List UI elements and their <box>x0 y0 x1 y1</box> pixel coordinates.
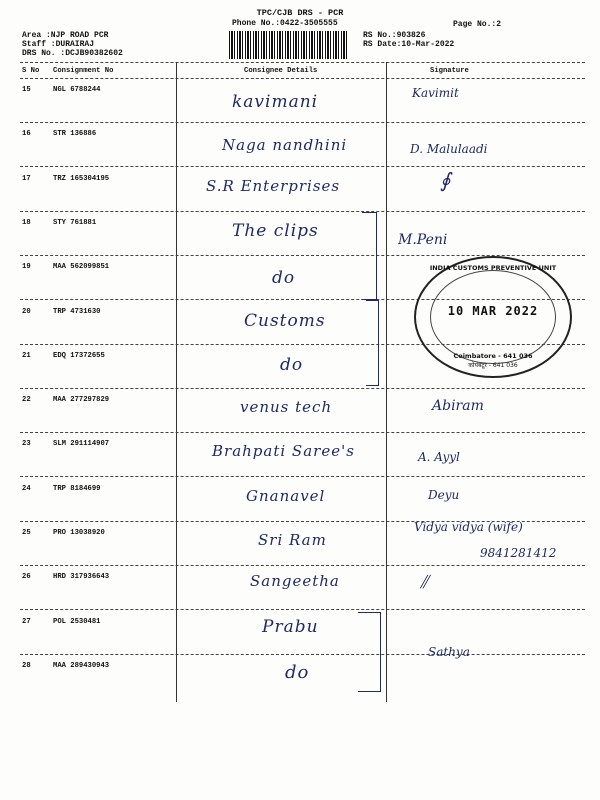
document-title: TPC/CJB DRS - PCR <box>256 8 344 18</box>
row-serial-number: 18 <box>22 219 31 227</box>
row-consignment-number: PRO 13038920 <box>53 529 105 537</box>
stamp-bottom-text-hindi: कोयंबटूर - 641 036 <box>468 362 518 369</box>
consignee-handwritten: Gnanavel <box>246 487 326 505</box>
row-consignment-number: STY 761881 <box>53 219 97 227</box>
stamp-top-text: INDIA CUSTOMS PREVENTIVE UNIT <box>429 264 557 272</box>
area-label: Area :NJP ROAD PCR <box>22 31 109 40</box>
row-serial-number: 21 <box>22 352 31 360</box>
row-serial-number: 22 <box>22 396 31 404</box>
page-number: Page No.:2 <box>453 20 502 29</box>
ditto-bracket <box>358 612 381 692</box>
header-rule-bottom <box>20 78 585 79</box>
header-rule-top <box>20 62 585 63</box>
consignee-handwritten: Naga nandhini <box>222 136 348 154</box>
column-header-consignment: Consignment No <box>53 67 114 75</box>
column-divider-left <box>176 62 177 702</box>
row-consignment-number: POL 2530481 <box>53 618 101 626</box>
signature-handwritten: M.Peni <box>398 232 448 248</box>
row-consignment-number: MAA 289430943 <box>53 662 110 670</box>
row-consignment-number: MAA 277297829 <box>53 396 110 404</box>
row-separator <box>20 432 585 433</box>
ditto-bracket <box>366 300 379 386</box>
row-consignment-number: TRP 8184699 <box>53 485 101 493</box>
row-serial-number: 15 <box>22 86 31 94</box>
signature-handwritten: Vidya vidya (wife) <box>414 520 523 534</box>
column-header-signature: Signature <box>430 67 469 75</box>
consignee-handwritten: do <box>285 662 310 683</box>
phone-number: Phone No.:0422-3505555 <box>232 19 338 28</box>
row-serial-number: 26 <box>22 573 31 581</box>
row-serial-number: 27 <box>22 618 31 626</box>
rs-date: RS Date:10-Mar-2022 <box>363 40 455 49</box>
row-serial-number: 17 <box>22 175 31 183</box>
phone-note: 9841281412 <box>480 546 557 560</box>
barcode <box>229 31 349 59</box>
column-header-consignee: Consignee Details <box>244 67 318 75</box>
rs-number: RS No.:903826 <box>363 31 426 40</box>
row-consignment-number: TRZ 165304195 <box>53 175 110 183</box>
consignee-handwritten: The clips <box>232 221 319 241</box>
stamp-bottom-text: Coimbatore - 641 036 <box>453 352 533 360</box>
row-serial-number: 28 <box>22 662 31 670</box>
row-consignment-number: NGL 6788244 <box>53 86 101 94</box>
row-separator <box>20 166 585 167</box>
consignee-handwritten: Sri Ram <box>258 531 327 549</box>
row-consignment-number: SLM 291114907 <box>53 440 110 448</box>
row-separator <box>20 565 585 566</box>
signature-handwritten: Kavimit <box>412 86 459 100</box>
row-serial-number: 16 <box>22 130 31 138</box>
row-serial-number: 24 <box>22 485 31 493</box>
ditto-bracket <box>362 212 377 300</box>
row-consignment-number: STR 136886 <box>53 130 97 138</box>
row-consignment-number: HRD 317936643 <box>53 573 110 581</box>
signature-handwritten: D. Malulaadi <box>410 142 488 156</box>
row-separator <box>20 388 585 389</box>
signature-handwritten: A. Ayyl <box>418 450 460 464</box>
customs-stamp <box>414 256 572 378</box>
consignee-handwritten: S.R Enterprises <box>206 177 341 195</box>
signature-handwritten: Deyu <box>428 488 460 502</box>
signature-scribble: ∮ <box>440 168 451 192</box>
row-separator <box>20 122 585 123</box>
row-separator <box>20 609 585 610</box>
consignee-handwritten: Sangeetha <box>250 572 340 590</box>
row-separator <box>20 211 585 212</box>
row-separator <box>20 654 585 655</box>
signature-handwritten: Abiram <box>432 398 484 414</box>
consignee-handwritten: kavimani <box>232 92 319 112</box>
consignee-handwritten: Brahpati Saree's <box>212 442 355 460</box>
signature-handwritten: Sathya <box>428 645 470 659</box>
consignee-handwritten: do <box>280 355 304 375</box>
row-serial-number: 19 <box>22 263 31 271</box>
stamp-date: 10 MAR 2022 <box>447 304 539 318</box>
row-consignment-number: MAA 562099851 <box>53 263 110 271</box>
row-separator <box>20 476 585 477</box>
signature-scribble: ⫽ <box>420 572 429 593</box>
staff-label: Staff :DURAIRAJ <box>22 40 95 49</box>
drs-number: DRS No. :DCJB90382602 <box>22 49 123 58</box>
consignee-handwritten: Prabu <box>262 617 319 637</box>
column-header-sno: S No <box>22 67 40 75</box>
row-serial-number: 20 <box>22 308 31 316</box>
column-divider-right <box>386 62 387 702</box>
consignee-handwritten: Customs <box>244 311 326 331</box>
row-serial-number: 25 <box>22 529 31 537</box>
row-consignment-number: TRP 4731630 <box>53 308 101 316</box>
consignee-handwritten: do <box>272 268 296 288</box>
row-consignment-number: EDQ 17372655 <box>53 352 105 360</box>
consignee-handwritten: venus tech <box>240 398 333 416</box>
row-serial-number: 23 <box>22 440 31 448</box>
